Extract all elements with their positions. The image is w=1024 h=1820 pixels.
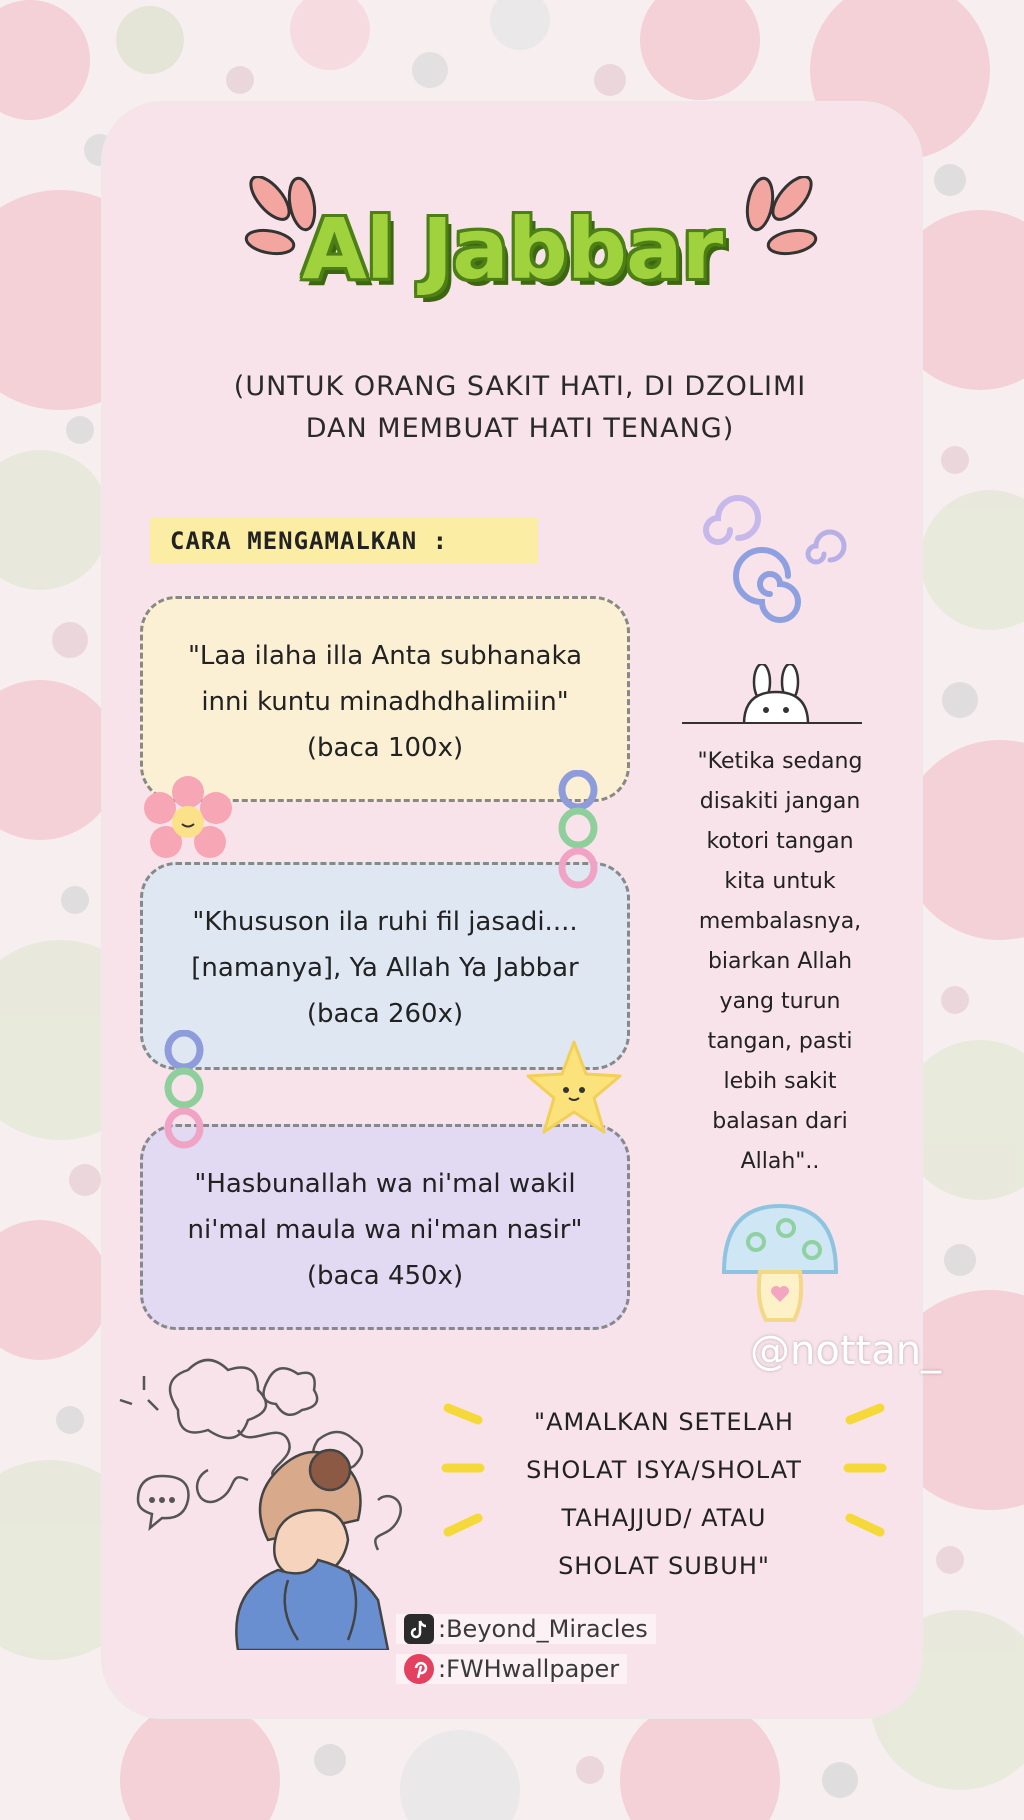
subtitle: [220, 366, 820, 450]
side-quote-line: kita untuk: [724, 869, 836, 894]
tiktok-icon: [404, 1614, 434, 1644]
step-line: ni'mal maula wa ni'man nasir": [187, 1215, 583, 1245]
closing-line: "AMALKAN SETELAH: [534, 1408, 794, 1436]
side-quote-line: Allah"..: [740, 1149, 820, 1174]
tiktok-handle: :Beyond_Miracles: [438, 1615, 648, 1643]
step-line: (baca 260x): [306, 999, 464, 1029]
pinterest-credit[interactable]: [396, 1654, 627, 1684]
highlight-rays-right-icon: [842, 1398, 888, 1558]
closing-instruction: [480, 1398, 848, 1590]
subtitle-line: DAN MEMBUAT HATI TENANG): [305, 413, 735, 444]
subtitle-line: (UNTUK ORANG SAKIT HATI, DI DZOLIMI: [233, 371, 807, 402]
page-title: Al Jabbar: [301, 200, 723, 298]
pinterest-icon: [404, 1654, 434, 1684]
side-quote-line: balasan dari: [712, 1109, 848, 1134]
step-line: (baca 450x): [306, 1261, 464, 1291]
swirl-icon: [700, 494, 860, 634]
side-quote-line: disakiti jangan: [699, 789, 861, 814]
step-line: "Laa ilaha illa Anta subhanaka: [187, 641, 583, 671]
chain-rings-icon: [162, 1030, 206, 1154]
side-quote-line: membalasnya,: [698, 909, 862, 934]
flower-icon: [140, 774, 236, 870]
star-icon: [522, 1038, 626, 1138]
side-quote-line: kotori tangan: [706, 829, 854, 854]
side-quote-line: yang turun: [719, 989, 841, 1014]
chain-rings-icon: [556, 770, 600, 894]
side-quote-line: biarkan Allah: [707, 949, 853, 974]
mushroom-icon: [716, 1198, 842, 1326]
closing-line: SHOLAT ISYA/SHOLAT: [526, 1456, 802, 1484]
side-quote-line: "Ketika sedang: [697, 749, 863, 774]
closing-line: TAHAJJUD/ ATAU: [561, 1504, 767, 1532]
step-line: (baca 100x): [306, 733, 464, 763]
side-quote-line: lebih sakit: [723, 1069, 837, 1094]
watermark: @nottan_: [750, 1328, 942, 1374]
pinterest-handle: :FWHwallpaper: [438, 1655, 620, 1683]
tiktok-credit[interactable]: [396, 1614, 656, 1644]
stressed-girl-illustration: [118, 1350, 448, 1650]
step-line: inni kuntu minadhdhalimiin": [201, 687, 569, 717]
side-quote-line: tangan, pasti: [707, 1029, 853, 1054]
step-line: "Hasbunallah wa ni'mal wakil: [194, 1169, 576, 1199]
closing-line: SHOLAT SUBUH": [558, 1552, 770, 1580]
side-quote: [670, 742, 890, 1182]
step-line: [namanya], Ya Allah Ya Jabbar: [191, 953, 579, 983]
how-to-label: CARA MENGAMALKAN :: [150, 518, 538, 564]
step-card-3: [140, 1124, 630, 1330]
step-line: "Khususon ila ruhi fil jasadi....: [192, 907, 578, 937]
bunny-icon: [736, 664, 816, 726]
bunny-shelf-line: [682, 722, 862, 724]
